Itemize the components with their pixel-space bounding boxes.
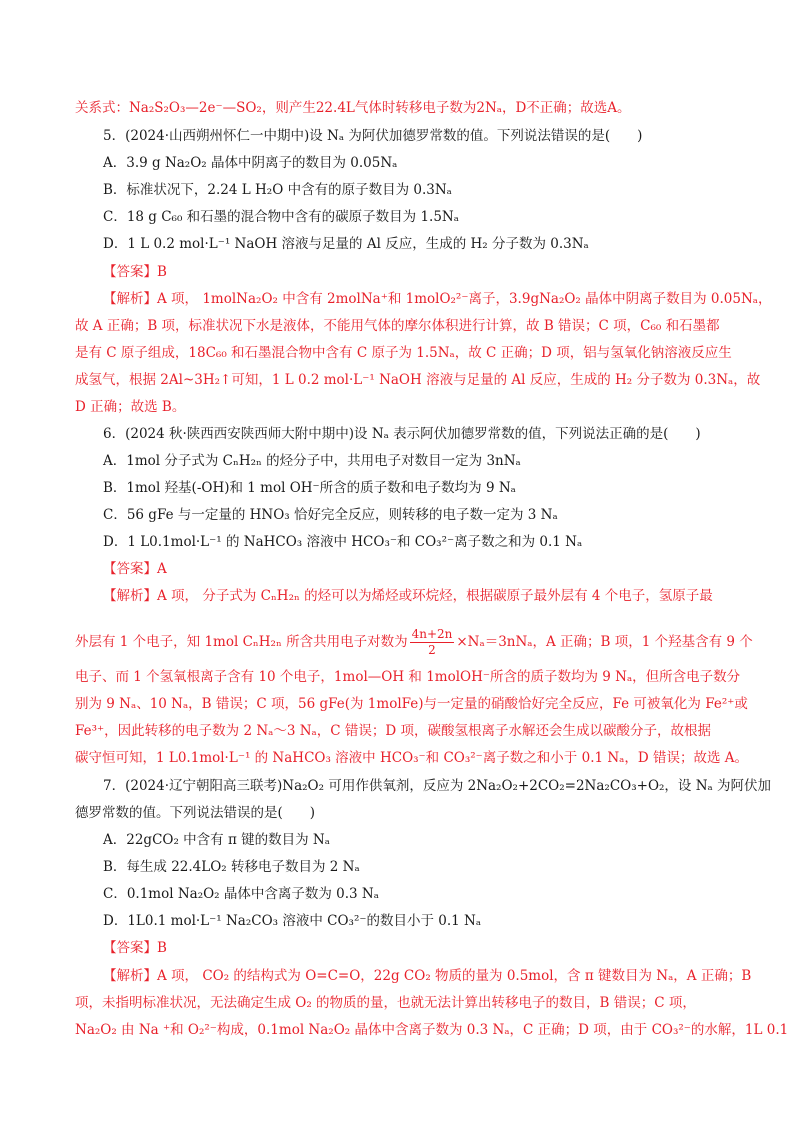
q6-analysis-line-2-left: 外层有 1 个电子，知 1mol CₙH₂ₙ 所含共用电子对数为 (75, 634, 408, 650)
question-6-stem: 6．(2024 秋·陕西西安陕西师大附中期中)设 Nₐ 表示阿伏加德罗常数的值，下列说法正确的是( ) (103, 426, 701, 442)
q6-option-c: C．56 gFe 与一定量的 HNO₃ 恰好完全反应，则转移的电子数一定为 3 Nₐ (103, 507, 558, 523)
prev-answer-end: 关系式：Na₂S₂O₃—2e⁻—SO₂，则产生22.4L气体时转移电子数为2Nₐ，D不正确；故选A。 (75, 100, 631, 116)
question-7-stem-cont: 德罗常数的值。下列说法错误的是( ) (75, 805, 316, 821)
question-5-stem: 5．(2024·山西朔州怀仁一中期中)设 Nₐ 为阿伏加德罗常数的值。下列说法错误的是( ) (103, 128, 643, 144)
q6-analysis-line-1: 【解析】A 项， 分子式为 CₙH₂ₙ 的烃可以为烯烃或环烷烃，根据碳原子最外层有 4 个电子，氢原子最 (103, 588, 713, 604)
q5-analysis-line-3: 是有 C 原子组成，18C₆₀ 和石墨混合物中含有 C 原子为 1.5Nₐ，故 C 正确；D 项，铝与氢氧化钠溶液反应生 (75, 345, 732, 361)
q7-analysis-line-1: 【解析】A 项， CO₂ 的结构式为 O=C=O，22g CO₂ 物质的量为 0.5mol，含 π 键数目为 Nₐ，A 正确；B (103, 968, 752, 984)
q7-option-b: B．每生成 22.4LO₂ 转移电子数目为 2 Nₐ (103, 859, 360, 875)
question-7-stem: 7．(2024·辽宁朝阳高三联考)Na₂O₂ 可用作供氧剂，反应为 2Na₂O₂+2CO₂=2Na₂CO₃+O₂，设 Nₐ 为阿伏加 (103, 778, 772, 794)
q6-option-b: B．1mol 羟基(-OH)和 1 mol OH⁻所含的质子数和电子数均为 9 Nₐ (103, 480, 516, 496)
q5-option-d: D．1 L 0.2 mol·L⁻¹ NaOH 溶液与足量的 Al 反应，生成的 H₂ 分子数为 0.3Nₐ (103, 236, 589, 252)
q7-analysis-line-2: 项，未指明标准状况，无法确定生成 O₂ 的物质的量，也就无法计算出转移电子的数目，B 错误；C 项， (75, 995, 696, 1011)
q7-option-a: A．22gCO₂ 中含有 π 键的数目为 Nₐ (103, 832, 330, 848)
q7-option-d: D．1L0.1 mol·L⁻¹ Na₂CO₃ 溶液中 CO₃²⁻的数目小于 0.1 Nₐ (103, 913, 482, 929)
q5-analysis-line-1: 【解析】A 项， 1molNa₂O₂ 中含有 2molNa⁺和 1molO₂²⁻离子，3.9gNa₂O₂ 晶体中阴离子数目为 0.05Nₐ， (103, 291, 772, 307)
fraction-numerator: 4n+2n (411, 627, 453, 641)
q6-analysis-line-2-right: ×Nₐ＝3nNₐ，A 正确；B 项，1 个羟基含有 9 个 (456, 634, 753, 650)
q5-analysis-line-5: D 正确；故选 B。 (75, 399, 186, 415)
q6-analysis-line-4: 别为 9 Nₐ、10 Nₐ，B 错误；C 项，56 gFe(为 1molFe)与一定量的硝酸恰好完全反应，Fe 可被氧化为 Fe²⁺或 (75, 696, 748, 712)
q5-option-c: C．18 g C₆₀ 和石墨的混合物中含有的碳原子数目为 1.5Nₐ (103, 209, 459, 225)
fraction-denominator: 2 (428, 643, 436, 657)
q6-answer: 【答案】A (103, 561, 167, 577)
q6-analysis-line-3: 电子、而 1 个氢氧根离子含有 10 个电子，1mol—OH 和 1molOH⁻所含的质子数均为 9 Nₐ，但所含电子数分 (75, 669, 741, 685)
q5-option-b: B．标准状况下，2.24 L H₂O 中含有的原子数目为 0.3Nₐ (103, 182, 452, 198)
electron-pair-fraction (410, 627, 455, 658)
q6-option-d: D．1 L0.1mol·L⁻¹ 的 NaHCO₃ 溶液中 HCO₃⁻和 CO₃²⁻离子数之和为 0.1 Nₐ (103, 534, 583, 550)
q6-analysis-line-6: 碳守恒可知，1 L0.1mol·L⁻¹ 的 NaHCO₃ 溶液中 HCO₃⁻和 CO₃²⁻离子数之和小于 0.1 Nₐ，D 错误；故选 A。 (75, 750, 749, 766)
q6-analysis-line-2 (75, 624, 753, 660)
q5-analysis-line-2: 故 A 正确；B 项，标准状况下水是液体，不能用气体的摩尔体积进行计算，故 B 错误；C 项，C₆₀ 和石墨都 (75, 318, 720, 334)
q5-option-a: A．3.9 g Na₂O₂ 晶体中阴离子的数目为 0.05Nₐ (103, 155, 398, 171)
q6-analysis-line-5: Fe³⁺，因此转移的电子数为 2 Nₐ～3 Nₐ，C 错误；D 项，碳酸氢根离子水解还会生成以碳酸分子，故根据 (75, 723, 711, 739)
q7-option-c: C．0.1mol Na₂O₂ 晶体中含离子数为 0.3 Nₐ (103, 886, 379, 902)
q6-option-a: A．1mol 分子式为 CₙH₂ₙ 的烃分子中，共用电子对数目一定为 3nNₐ (103, 453, 521, 469)
q5-answer: 【答案】B (103, 264, 167, 280)
q7-analysis-line-3: Na₂O₂ 由 Na ⁺和 O₂²⁻构成，0.1mol Na₂O₂ 晶体中含离子数为 0.3 Nₐ，C 正确；D 项，由于 CO₃²⁻的水解，1L 0.1 (75, 1022, 789, 1038)
q7-answer: 【答案】B (103, 940, 167, 956)
q5-analysis-line-4: 成氢气，根据 2Al~3H₂↑可知，1 L 0.2 mol·L⁻¹ NaOH 溶液与足量的 Al 反应，生成的 H₂ 分子数为 0.3Nₐ，故 (75, 372, 761, 388)
